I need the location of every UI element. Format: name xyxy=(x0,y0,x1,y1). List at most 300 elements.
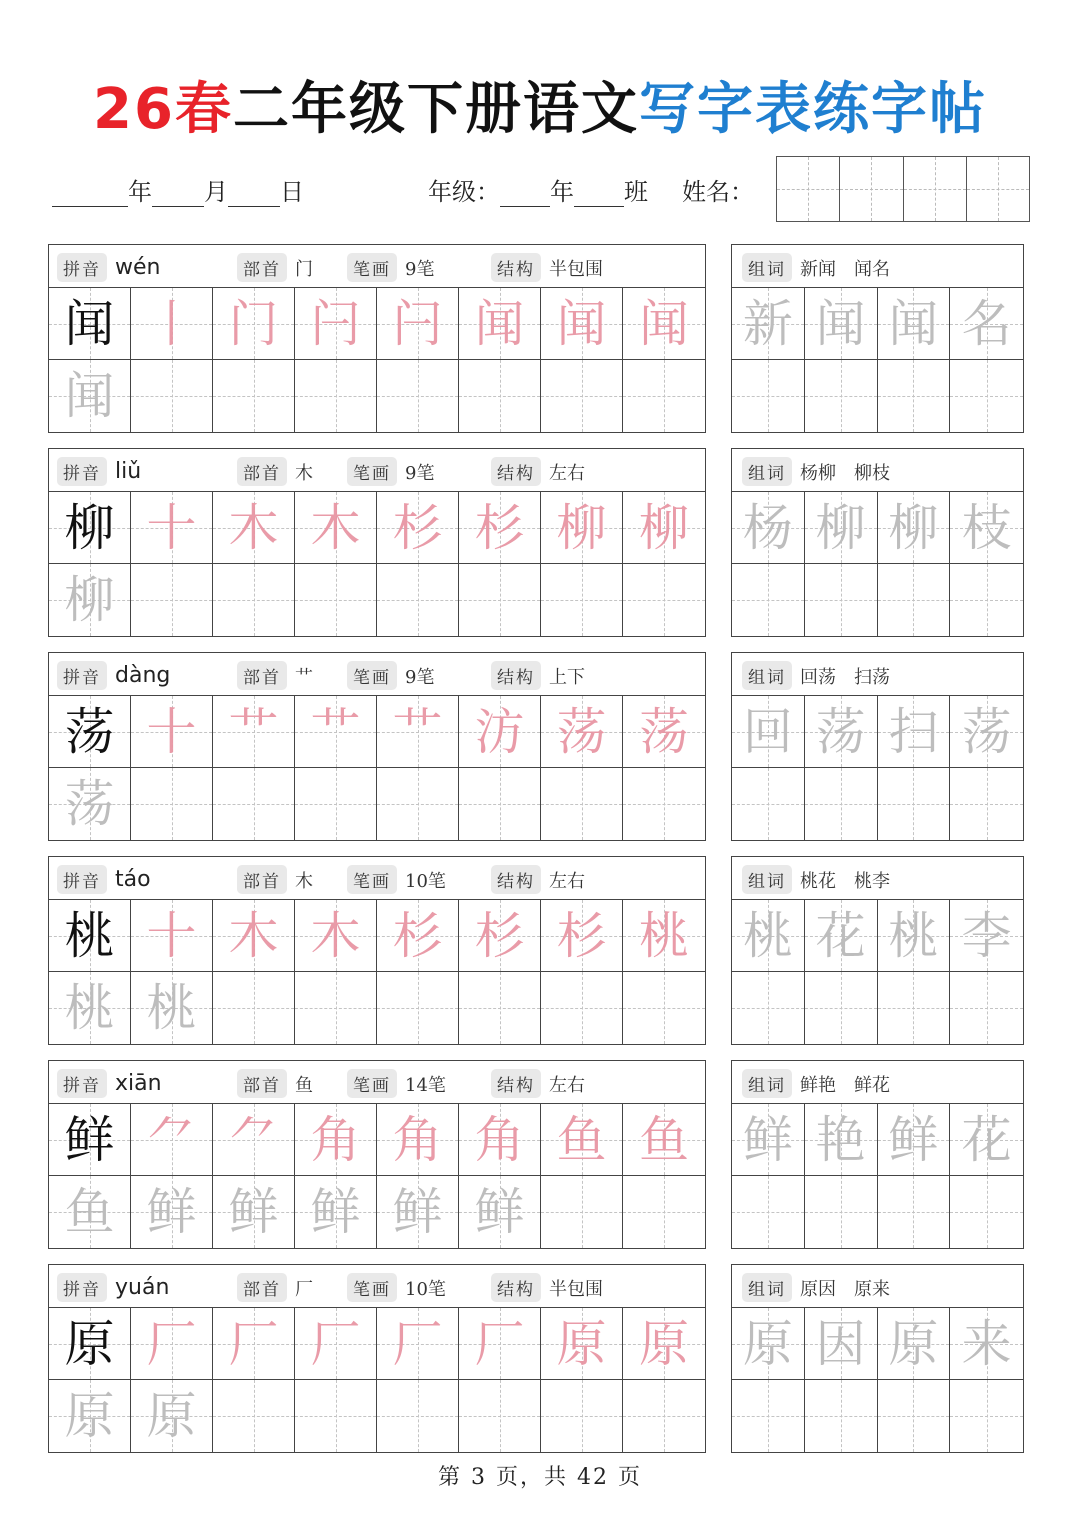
stroke-step: 原 xyxy=(639,1314,689,1373)
trace-character: 桃 xyxy=(146,979,197,1037)
grade-year-blank[interactable] xyxy=(500,176,550,207)
writing-cell[interactable] xyxy=(295,1104,377,1176)
words-field xyxy=(742,661,890,690)
day-blank[interactable] xyxy=(228,176,280,207)
stroke-count-field xyxy=(347,1273,446,1302)
stroke-count-value: 10笔 xyxy=(405,1278,446,1300)
word-trace-character: 李 xyxy=(961,906,1012,965)
writing-cell[interactable] xyxy=(213,768,295,840)
word-trace-character: 来 xyxy=(961,1314,1012,1373)
word-trace-character: 原 xyxy=(888,1314,939,1373)
structure-field xyxy=(491,865,585,894)
trace-character: 鱼 xyxy=(64,1183,115,1241)
name-cell[interactable] xyxy=(904,157,967,221)
radical-value: 木 xyxy=(295,462,313,484)
word-writing-cell[interactable] xyxy=(805,492,878,564)
word-writing-cell[interactable] xyxy=(805,768,878,840)
word-writing-cell[interactable] xyxy=(878,972,951,1044)
structure-value: 上下 xyxy=(549,666,585,688)
word-writing-cell[interactable] xyxy=(878,1380,951,1452)
stroke-count-tag: 笔画 xyxy=(347,1069,397,1098)
word-writing-cell[interactable] xyxy=(950,360,1023,432)
structure-field xyxy=(491,457,585,486)
stroke-step: 艹 xyxy=(310,702,361,761)
date-line xyxy=(52,172,304,212)
writing-cell[interactable] xyxy=(623,1308,705,1380)
word-writing-cell[interactable] xyxy=(732,492,805,564)
title-part-red: 26春 xyxy=(93,77,233,142)
words-value: 杨柳 柳枝 xyxy=(800,462,890,484)
stroke-step: 柳 xyxy=(639,498,689,557)
grade-year-label: 年 xyxy=(550,178,574,206)
words-tag: 组词 xyxy=(742,457,792,486)
word-trace-character: 荡 xyxy=(815,702,866,761)
word-writing-cell[interactable] xyxy=(805,564,878,636)
writing-cell[interactable] xyxy=(295,288,377,360)
radical-value: 厂 xyxy=(295,1278,313,1300)
words-header xyxy=(732,1265,1023,1308)
words-header xyxy=(732,653,1023,696)
stroke-practice-panel xyxy=(48,1060,706,1249)
writing-cell[interactable] xyxy=(295,492,377,564)
writing-cell[interactable] xyxy=(377,1104,459,1176)
word-writing-cell[interactable] xyxy=(805,972,878,1044)
name-cell[interactable] xyxy=(967,157,1029,221)
word-trace-character: 杨 xyxy=(742,498,793,557)
structure-tag: 结构 xyxy=(491,865,541,894)
practice-block xyxy=(48,448,1025,638)
radical-tag: 部首 xyxy=(237,661,287,690)
writing-cell[interactable] xyxy=(131,900,213,972)
word-writing-cell[interactable] xyxy=(950,768,1023,840)
writing-cell[interactable] xyxy=(541,360,623,432)
writing-cell[interactable] xyxy=(49,492,131,564)
writing-cell[interactable] xyxy=(377,288,459,360)
radical-field xyxy=(237,457,313,486)
stroke-step: 柳 xyxy=(556,498,607,557)
word-writing-cell[interactable] xyxy=(805,1380,878,1452)
radical-value: 木 xyxy=(295,870,313,892)
radical-tag: 部首 xyxy=(237,1273,287,1302)
pinyin-tag: 拼音 xyxy=(57,865,107,894)
words-tag: 组词 xyxy=(742,661,792,690)
writing-cell[interactable] xyxy=(541,564,623,636)
writing-cell[interactable] xyxy=(623,1176,705,1248)
writing-cell[interactable] xyxy=(377,1308,459,1380)
writing-cell[interactable] xyxy=(377,360,459,432)
word-writing-cell[interactable] xyxy=(732,1176,805,1248)
writing-cell[interactable] xyxy=(295,696,377,768)
writing-cell[interactable] xyxy=(295,1380,377,1452)
char-info-header xyxy=(49,245,705,288)
word-writing-cell[interactable] xyxy=(878,696,951,768)
char-info-header xyxy=(49,857,705,900)
writing-cell[interactable] xyxy=(295,900,377,972)
word-writing-cell[interactable] xyxy=(732,1104,805,1176)
writing-cell[interactable] xyxy=(459,492,541,564)
word-practice-panel xyxy=(731,652,1024,841)
model-character: 荡 xyxy=(64,702,115,761)
words-value: 回荡 扫荡 xyxy=(800,666,890,688)
pinyin-value: táo xyxy=(115,867,151,892)
word-trace-character: 名 xyxy=(961,294,1012,353)
writing-cell[interactable] xyxy=(459,972,541,1044)
word-writing-cell[interactable] xyxy=(878,492,951,564)
writing-cell[interactable] xyxy=(295,1176,377,1248)
class-line xyxy=(428,172,754,212)
word-writing-cell[interactable] xyxy=(878,1308,951,1380)
word-writing-cell[interactable] xyxy=(805,1308,878,1380)
pinyin-value: yuán xyxy=(115,1275,170,1300)
writing-cell[interactable] xyxy=(623,768,705,840)
word-trace-character: 桃 xyxy=(742,906,793,965)
month-blank[interactable] xyxy=(152,176,204,207)
word-trace-character: 桃 xyxy=(888,906,939,965)
writing-cell[interactable] xyxy=(623,1380,705,1452)
writing-cell[interactable] xyxy=(213,1176,295,1248)
writing-cell[interactable] xyxy=(623,900,705,972)
stroke-step: 门 xyxy=(228,294,279,353)
writing-cell[interactable] xyxy=(295,972,377,1044)
stroke-count-field xyxy=(347,865,446,894)
word-writing-cell[interactable] xyxy=(805,1176,878,1248)
stroke-step: 杉 xyxy=(474,906,525,965)
writing-cell[interactable] xyxy=(213,1380,295,1452)
writing-cell[interactable] xyxy=(623,972,705,1044)
writing-cell[interactable] xyxy=(377,696,459,768)
writing-cell[interactable] xyxy=(541,900,623,972)
name-label: 姓名： xyxy=(682,178,754,206)
word-writing-cell[interactable] xyxy=(878,900,951,972)
stroke-count-value: 9笔 xyxy=(405,666,435,688)
writing-cell[interactable] xyxy=(541,492,623,564)
writing-cell[interactable] xyxy=(131,360,213,432)
pinyin-field xyxy=(57,253,160,282)
trace-character: 闻 xyxy=(64,367,115,425)
word-trace-character: 鲜 xyxy=(742,1110,793,1169)
structure-field xyxy=(491,1273,603,1302)
writing-cell[interactable] xyxy=(131,768,213,840)
model-character: 原 xyxy=(64,1314,115,1373)
stroke-step: 厂 xyxy=(310,1314,361,1373)
word-writing-cell[interactable] xyxy=(878,1104,951,1176)
stroke-step: 角 xyxy=(310,1110,361,1169)
practice-block xyxy=(48,856,1025,1046)
grade-label: 年级： xyxy=(428,178,500,206)
writing-cell[interactable] xyxy=(377,1380,459,1452)
writing-cell[interactable] xyxy=(459,360,541,432)
structure-value: 半包围 xyxy=(549,1278,603,1300)
word-writing-cell[interactable] xyxy=(732,564,805,636)
writing-cell[interactable] xyxy=(377,492,459,564)
stroke-step: 木 xyxy=(310,498,361,557)
writing-cell[interactable] xyxy=(49,564,131,636)
stroke-step: 鱼 xyxy=(639,1110,689,1169)
stroke-step: 荡 xyxy=(556,702,607,761)
name-cell[interactable] xyxy=(777,157,840,221)
name-cell[interactable] xyxy=(840,157,903,221)
tianzige-grid xyxy=(49,288,705,432)
stroke-step: 闩 xyxy=(392,294,443,353)
model-character: 桃 xyxy=(64,906,115,965)
word-practice-panel xyxy=(731,1264,1024,1453)
radical-field xyxy=(237,1069,313,1098)
writing-cell[interactable] xyxy=(459,900,541,972)
writing-cell[interactable] xyxy=(49,1380,131,1452)
word-writing-cell[interactable] xyxy=(805,900,878,972)
writing-cell[interactable] xyxy=(377,564,459,636)
words-header xyxy=(732,857,1023,900)
word-trace-character: 柳 xyxy=(815,498,866,557)
writing-cell[interactable] xyxy=(49,696,131,768)
trace-character: 鲜 xyxy=(474,1183,525,1241)
writing-cell[interactable] xyxy=(541,1308,623,1380)
radical-value: 门 xyxy=(295,258,313,280)
stroke-step: 厂 xyxy=(474,1314,525,1373)
writing-cell[interactable] xyxy=(131,564,213,636)
radical-tag: 部首 xyxy=(237,865,287,894)
pinyin-value: liǔ xyxy=(115,459,142,484)
word-trace-character: 艳 xyxy=(815,1110,866,1169)
word-writing-cell[interactable] xyxy=(878,360,951,432)
radical-tag: 部首 xyxy=(237,1069,287,1098)
stroke-count-value: 9笔 xyxy=(405,462,435,484)
writing-cell[interactable] xyxy=(541,972,623,1044)
word-trace-character: 回 xyxy=(742,702,793,761)
word-writing-cell[interactable] xyxy=(878,288,951,360)
writing-cell[interactable] xyxy=(541,696,623,768)
writing-cell[interactable] xyxy=(49,768,131,840)
writing-cell[interactable] xyxy=(459,1308,541,1380)
stroke-step: 角 xyxy=(392,1110,443,1169)
word-writing-cell[interactable] xyxy=(950,564,1023,636)
structure-value: 左右 xyxy=(549,1074,585,1096)
radical-tag: 部首 xyxy=(237,457,287,486)
writing-cell[interactable] xyxy=(623,492,705,564)
writing-cell[interactable] xyxy=(49,900,131,972)
words-tag: 组词 xyxy=(742,253,792,282)
word-trace-character: 花 xyxy=(961,1110,1012,1169)
words-field xyxy=(742,253,890,282)
writing-cell[interactable] xyxy=(131,492,213,564)
structure-tag: 结构 xyxy=(491,457,541,486)
word-trace-character: 闻 xyxy=(815,294,866,353)
words-value: 原因 原来 xyxy=(800,1278,890,1300)
writing-cell[interactable] xyxy=(131,1104,213,1176)
stroke-count-value: 9笔 xyxy=(405,258,435,280)
writing-cell[interactable] xyxy=(131,1380,213,1452)
word-trace-character: 新 xyxy=(742,294,793,353)
pinyin-tag: 拼音 xyxy=(57,457,107,486)
word-writing-cell[interactable] xyxy=(950,972,1023,1044)
writing-cell[interactable] xyxy=(541,288,623,360)
writing-cell[interactable] xyxy=(459,288,541,360)
word-writing-cell[interactable] xyxy=(950,1104,1023,1176)
word-writing-cell[interactable] xyxy=(805,288,878,360)
writing-cell[interactable] xyxy=(131,972,213,1044)
writing-cell[interactable] xyxy=(541,1104,623,1176)
radical-field xyxy=(237,253,313,282)
structure-field xyxy=(491,253,603,282)
stroke-count-tag: 笔画 xyxy=(347,457,397,486)
writing-cell[interactable] xyxy=(213,492,295,564)
writing-cell[interactable] xyxy=(213,972,295,1044)
writing-cell[interactable] xyxy=(459,1380,541,1452)
stroke-practice-panel xyxy=(48,652,706,841)
stroke-step: 角 xyxy=(474,1110,525,1169)
writing-cell[interactable] xyxy=(49,360,131,432)
writing-cell[interactable] xyxy=(213,1104,295,1176)
writing-cell[interactable] xyxy=(213,696,295,768)
word-writing-cell[interactable] xyxy=(805,360,878,432)
writing-cell[interactable] xyxy=(623,564,705,636)
word-writing-cell[interactable] xyxy=(732,1308,805,1380)
writing-cell[interactable] xyxy=(49,1308,131,1380)
radical-value: 鱼 xyxy=(295,1074,313,1096)
writing-cell[interactable] xyxy=(459,696,541,768)
char-info-header xyxy=(49,449,705,492)
stroke-step: 杉 xyxy=(392,498,443,557)
writing-cell[interactable] xyxy=(49,1176,131,1248)
writing-cell[interactable] xyxy=(131,1308,213,1380)
word-writing-cell[interactable] xyxy=(732,696,805,768)
word-trace-character: 鲜 xyxy=(888,1110,939,1169)
word-writing-cell[interactable] xyxy=(732,768,805,840)
stroke-step: 荡 xyxy=(639,702,689,761)
writing-cell[interactable] xyxy=(623,360,705,432)
stroke-step: 厂 xyxy=(146,1314,197,1373)
writing-cell[interactable] xyxy=(49,1104,131,1176)
word-writing-cell[interactable] xyxy=(732,288,805,360)
name-writing-box[interactable] xyxy=(776,156,1030,222)
model-character: 闻 xyxy=(64,294,115,353)
writing-cell[interactable] xyxy=(377,972,459,1044)
stroke-step: 十 xyxy=(146,906,197,965)
tianzige-grid xyxy=(49,1104,705,1248)
words-value: 鲜艳 鲜花 xyxy=(800,1074,890,1096)
word-trace-character: 柳 xyxy=(888,498,939,557)
writing-cell[interactable] xyxy=(213,1308,295,1380)
words-value: 桃花 桃李 xyxy=(800,870,890,892)
writing-cell[interactable] xyxy=(623,1104,705,1176)
word-writing-cell[interactable] xyxy=(878,564,951,636)
page-title xyxy=(0,72,1080,148)
grade-class-label: 班 xyxy=(624,178,648,206)
words-value: 新闻 闻名 xyxy=(800,258,890,280)
writing-cell[interactable] xyxy=(213,900,295,972)
writing-cell[interactable] xyxy=(295,1308,377,1380)
stroke-step: 杉 xyxy=(392,906,443,965)
stroke-step: 艹 xyxy=(392,702,443,761)
stroke-practice-panel xyxy=(48,1264,706,1453)
stroke-step: ⺈ xyxy=(228,1110,279,1169)
word-writing-cell[interactable] xyxy=(878,768,951,840)
word-writing-cell[interactable] xyxy=(732,360,805,432)
writing-cell[interactable] xyxy=(49,288,131,360)
word-writing-cell[interactable] xyxy=(950,1380,1023,1452)
writing-cell[interactable] xyxy=(295,768,377,840)
word-trace-character: 原 xyxy=(742,1314,793,1373)
word-writing-cell[interactable] xyxy=(805,1104,878,1176)
pinyin-field xyxy=(57,1069,162,1098)
grade-class-blank[interactable] xyxy=(574,176,624,207)
word-grid xyxy=(732,1308,1023,1452)
word-writing-cell[interactable] xyxy=(950,696,1023,768)
char-info-header xyxy=(49,1061,705,1104)
word-writing-cell[interactable] xyxy=(950,288,1023,360)
stroke-count-tag: 笔画 xyxy=(347,253,397,282)
year-blank[interactable] xyxy=(52,176,128,207)
word-writing-cell[interactable] xyxy=(878,1176,951,1248)
word-writing-cell[interactable] xyxy=(950,1308,1023,1380)
word-trace-character: 枝 xyxy=(961,498,1012,557)
writing-cell[interactable] xyxy=(541,1176,623,1248)
writing-cell[interactable] xyxy=(377,1176,459,1248)
word-writing-cell[interactable] xyxy=(732,972,805,1044)
pinyin-value: xiān xyxy=(115,1071,162,1096)
month-label: 月 xyxy=(204,178,228,206)
word-writing-cell[interactable] xyxy=(732,1380,805,1452)
word-grid xyxy=(732,1104,1023,1248)
word-trace-character: 荡 xyxy=(961,702,1012,761)
writing-cell[interactable] xyxy=(213,360,295,432)
writing-cell[interactable] xyxy=(459,1176,541,1248)
stroke-step: 厂 xyxy=(392,1314,443,1373)
word-writing-cell[interactable] xyxy=(950,492,1023,564)
word-practice-panel xyxy=(731,244,1024,433)
title-part-blue: 写字表练字帖 xyxy=(638,77,987,142)
practice-block xyxy=(48,1264,1025,1454)
pinyin-value: dàng xyxy=(115,663,171,688)
pinyin-tag: 拼音 xyxy=(57,1069,107,1098)
word-writing-cell[interactable] xyxy=(950,1176,1023,1248)
stroke-count-value: 10笔 xyxy=(405,870,446,892)
structure-value: 左右 xyxy=(549,870,585,892)
word-trace-character: 花 xyxy=(815,906,866,965)
structure-tag: 结构 xyxy=(491,661,541,690)
writing-cell[interactable] xyxy=(131,1176,213,1248)
words-tag: 组词 xyxy=(742,1069,792,1098)
writing-cell[interactable] xyxy=(459,768,541,840)
writing-cell[interactable] xyxy=(295,360,377,432)
writing-cell[interactable] xyxy=(213,564,295,636)
stroke-count-value: 14笔 xyxy=(405,1074,446,1096)
writing-cell[interactable] xyxy=(377,768,459,840)
writing-cell[interactable] xyxy=(213,288,295,360)
writing-cell[interactable] xyxy=(541,768,623,840)
word-writing-cell[interactable] xyxy=(805,696,878,768)
word-trace-character: 扫 xyxy=(888,702,939,761)
stroke-step: 杉 xyxy=(556,906,607,965)
writing-cell[interactable] xyxy=(623,696,705,768)
writing-cell[interactable] xyxy=(295,564,377,636)
stroke-step: 原 xyxy=(556,1314,607,1373)
word-writing-cell[interactable] xyxy=(732,900,805,972)
writing-cell[interactable] xyxy=(459,1104,541,1176)
writing-cell[interactable] xyxy=(541,1380,623,1452)
writing-cell[interactable] xyxy=(459,564,541,636)
structure-field xyxy=(491,661,585,690)
word-writing-cell[interactable] xyxy=(950,900,1023,972)
writing-cell[interactable] xyxy=(131,696,213,768)
writing-cell[interactable] xyxy=(623,288,705,360)
writing-cell[interactable] xyxy=(49,972,131,1044)
writing-cell[interactable] xyxy=(377,900,459,972)
writing-cell[interactable] xyxy=(131,288,213,360)
trace-character: 原 xyxy=(64,1387,115,1445)
stroke-step: 木 xyxy=(228,498,279,557)
stroke-step: 闻 xyxy=(556,294,607,353)
